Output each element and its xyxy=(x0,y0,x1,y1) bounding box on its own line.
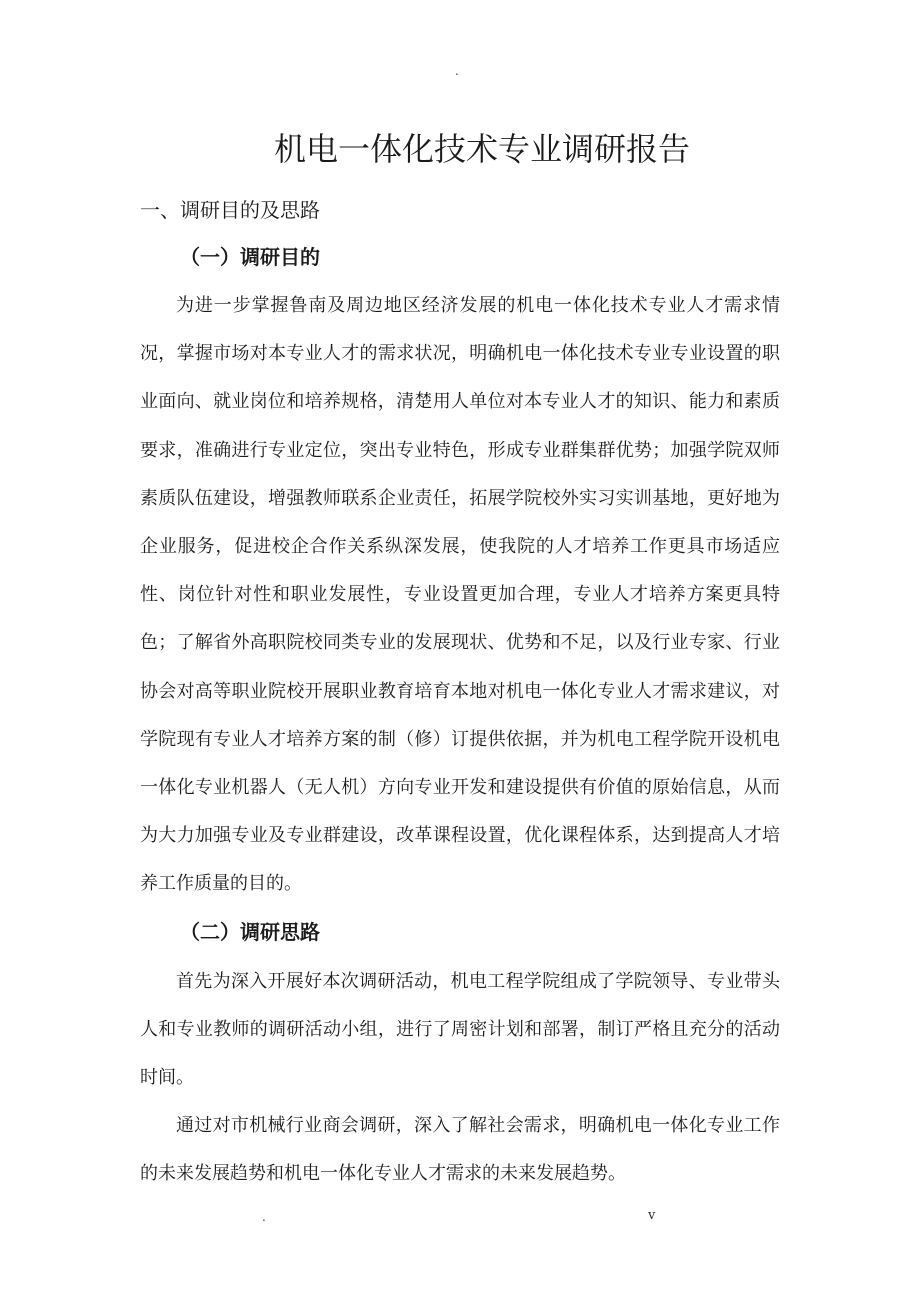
subsection-heading-purpose: （一）调研目的 xyxy=(180,245,320,269)
footer-left-mark: . xyxy=(262,1210,266,1224)
paragraph-approach-2: 通过对市机械行业商会调研，深入了解社会需求，明确机电一体化专业工作的未来发展趋势和机电一体化专业人才需求的未来发展趋势。 xyxy=(140,1115,780,1185)
paragraph-purpose: 为进一步掌握鲁南及周边地区经济发展的机电一体化技术专业人才需求情况，掌握市场对本专业人才的需求状况，明确机电一体化技术专业专业设置的职业面向、就业岗位和培养规格，清楚用人单位对本专业人才的知识、能力和素质要求，准确进行专业定位，突出专业特色，形成专业群集群优势；加强学院双师素质队伍建设，增强教师联系企业责任，拓展学院校外实习实训基地，更好地为企业服务，促进校企合作关系纵深发展，使我院的人才培养工作更具市场适应性、岗位针对性和职业发展性，专业设置更加合理，专业人才培养方案更具特色；了解省外高职院校同类专业的发展现状、优势和不足，以及行业专家、行业协会对高等职业院校开展职业教育培育本地对机电一体化专业人才需求建议，对学院现有专业人才培养方案的制（修）订提供依据，并为机电工程学院开设机电一体化专业机器人（无人机）方向专业开发和建设提供有价值的原始信息，从而为大力加强专业及专业群建设，改革课程设置，优化课程体系，达到提高人才培养工作质量的目的。 xyxy=(140,295,780,895)
paragraph-approach-1: 首先为深入开展好本次调研活动，机电工程学院组成了学院领导、专业带头人和专业教师的调研活动小组，进行了周密计划和部署，制订严格且充分的活动时间。 xyxy=(140,971,780,1089)
footer-right-mark: v xyxy=(648,1208,656,1223)
header-mark: . xyxy=(455,64,459,78)
document-title: 机电一体化技术专业调研报告 xyxy=(273,130,690,168)
subsection-heading-approach: （二）调研思路 xyxy=(180,920,320,944)
section-heading-1: 一、调研目的及思路 xyxy=(140,198,320,222)
